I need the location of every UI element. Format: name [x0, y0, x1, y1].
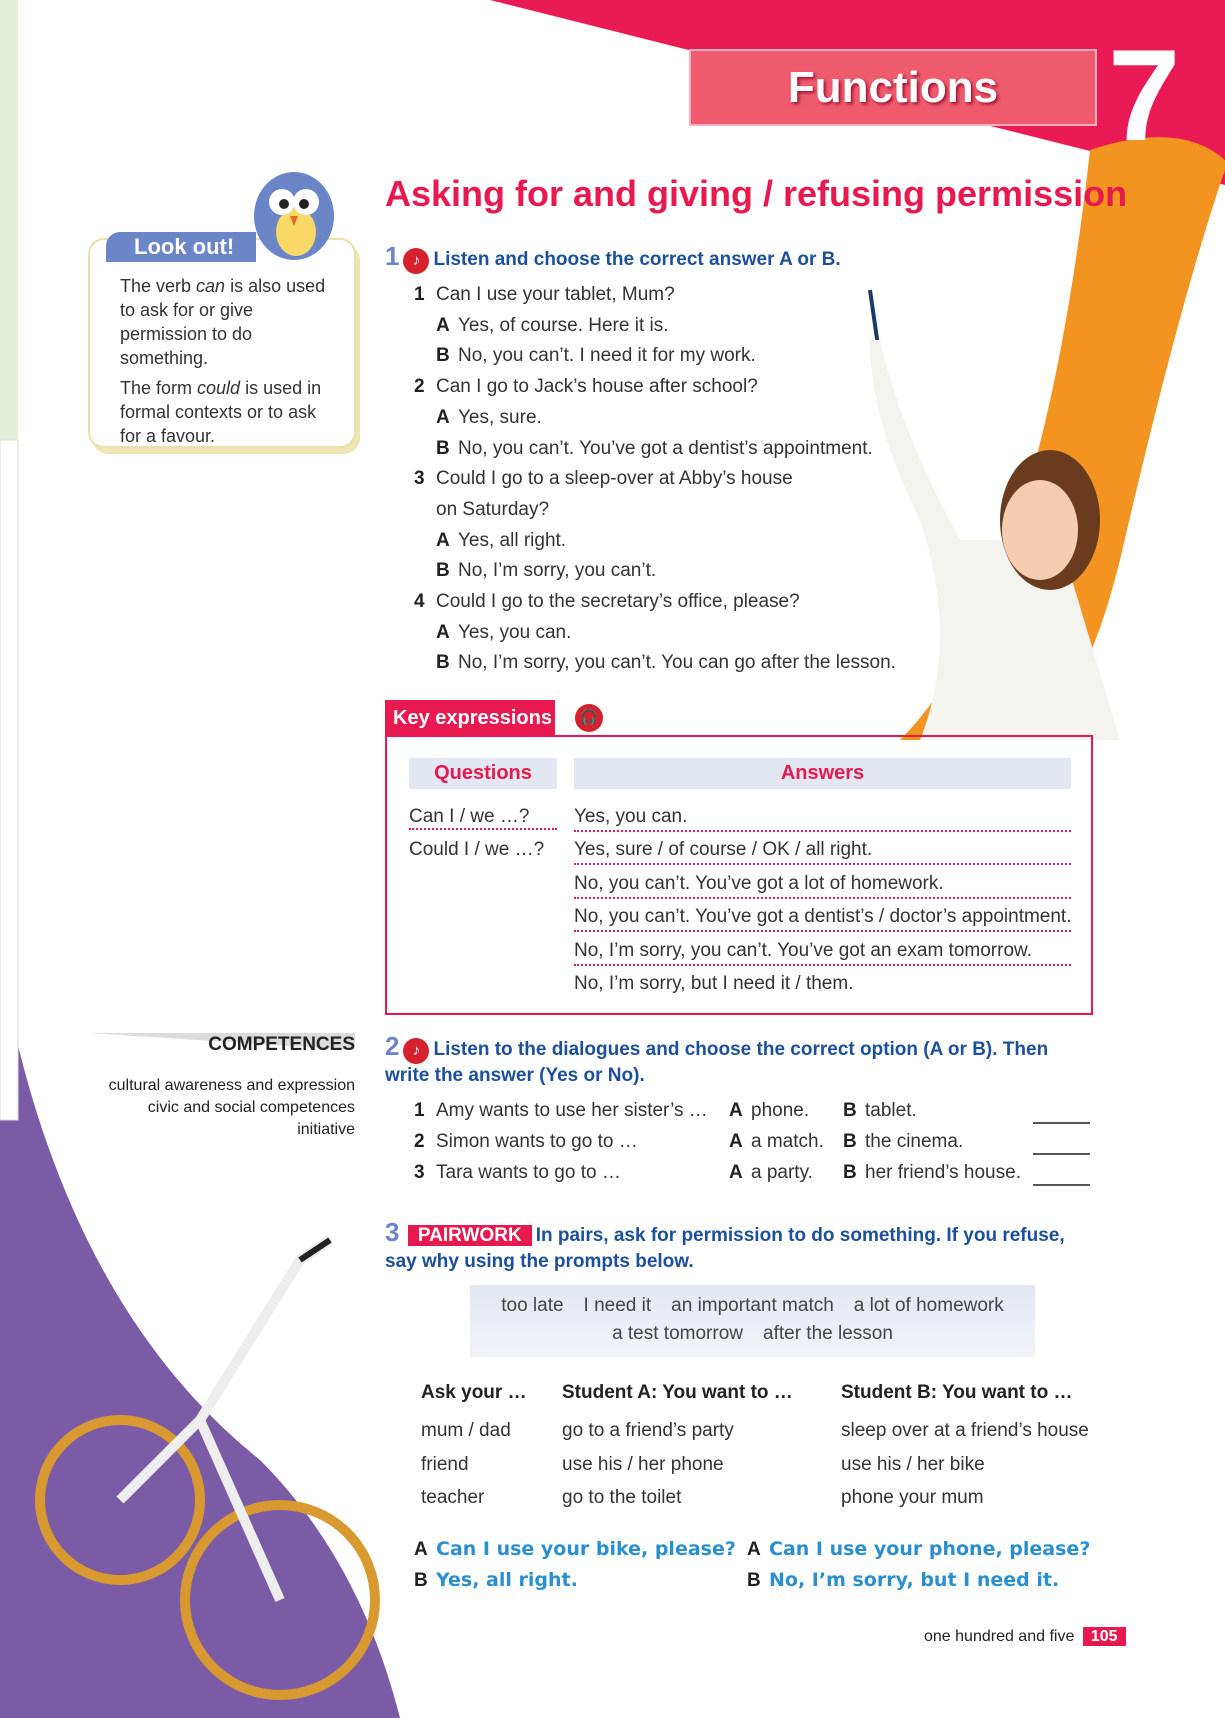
competence-item: civic and social competences — [147, 1099, 355, 1116]
table-header: Student A: You want to … — [562, 1382, 793, 1403]
page-number-text: one hundred and five — [924, 1628, 1075, 1645]
table-header: Student B: You want to … — [841, 1382, 1073, 1403]
table-cell: go to the toilet — [562, 1487, 682, 1508]
prompt: an important match — [671, 1295, 834, 1316]
ex2-option-a[interactable]: A a party. — [729, 1162, 813, 1183]
headphones-icon[interactable]: 🎧 — [575, 704, 603, 732]
example-line-a: A Can I use your phone, please? — [747, 1538, 1091, 1560]
prompt: a lot of homework — [853, 1295, 1004, 1316]
answer-expression: No, I’m sorry, but I need it / them. — [574, 973, 854, 994]
question-item: 4 Could I go to the secretary’s office, please? — [414, 591, 800, 612]
look-out-label: Look out! — [106, 232, 256, 262]
functions-banner — [689, 49, 1097, 126]
answer-expression: No, you can’t. You’ve got a dentist’s / doctor’s appointment. — [574, 906, 1071, 932]
competences-title: COMPETENCES — [208, 1034, 355, 1055]
table-cell: mum / dad — [421, 1420, 511, 1441]
key-expressions-tab: Key expressions — [385, 700, 555, 736]
answer-blank[interactable] — [1033, 1153, 1090, 1155]
ex2-item: 2 Simon wants to go to … — [414, 1131, 638, 1152]
look-out-text-2: The form could is used in formal contexts or to ask for a favour. — [120, 378, 322, 446]
ex2-option-a[interactable]: A a match. — [729, 1131, 824, 1152]
question-item: 2 Can I go to Jack’s house after school? — [414, 376, 758, 398]
ex2-item: 3 Tara wants to go to … — [414, 1162, 621, 1183]
answer-expression: Yes, you can. — [574, 806, 1071, 832]
option-a[interactable]: A Yes, of course. Here it is. — [436, 314, 669, 336]
example-line-a: A Can I use your bike, please? — [414, 1538, 736, 1560]
prompts-line-2 — [470, 1320, 1035, 1348]
table-cell: teacher — [421, 1487, 485, 1508]
option-b[interactable]: B No, you can’t. You’ve got a dentist’s appointment. — [436, 437, 873, 459]
ex2-item: 1 Amy wants to use her sister’s … — [414, 1100, 708, 1121]
look-out-text-1: The verb can is also used to ask for or give permission to do something. — [120, 276, 326, 368]
table-cell: sleep over at a friend’s house — [841, 1420, 1089, 1441]
table-cell: use his / her bike — [841, 1453, 985, 1475]
competence-item: cultural awareness and expression — [108, 1077, 355, 1094]
questions-header: Questions — [409, 758, 557, 789]
answer-blank[interactable] — [1033, 1184, 1090, 1186]
prompt: too late — [501, 1295, 564, 1316]
unit-number: 7 — [1108, 22, 1181, 168]
section-label: Functions — [787, 63, 999, 112]
question-item-continued: on Saturday? — [436, 498, 550, 520]
owl-icon — [244, 166, 342, 262]
audio-icon[interactable]: ♪ — [403, 248, 429, 274]
competence-item: initiative — [297, 1121, 355, 1138]
table-cell: friend — [421, 1453, 469, 1475]
pairwork-badge: PAIRWORK — [408, 1225, 532, 1246]
answer-expression: Yes, sure / of course / OK / all right. — [574, 839, 1071, 865]
table-cell: phone your mum — [841, 1487, 984, 1508]
prompts-box — [470, 1285, 1035, 1357]
prompt: a test tomorrow — [612, 1323, 743, 1344]
example-line-b: B Yes, all right. — [414, 1569, 578, 1591]
question-item: 1 Can I use your tablet, Mum? — [414, 284, 675, 305]
option-a[interactable]: A Yes, sure. — [436, 406, 542, 428]
option-a[interactable]: A Yes, you can. — [436, 621, 572, 643]
example-line-b: B No, I’m sorry, but I need it. — [747, 1569, 1060, 1591]
question-expression: Could I / we …? — [409, 839, 545, 860]
table-header: Ask your … — [421, 1382, 527, 1403]
purple-swoosh — [0, 960, 400, 1718]
option-b[interactable]: B No, I’m sorry, you can’t. You can go after the lesson. — [436, 652, 896, 674]
audio-icon[interactable]: ♪ — [403, 1038, 429, 1064]
exercise-2-header: 2 ♪ Listen to the dialogues and choose the correct option (A or B). Then write the answer (Yes or No). — [385, 1031, 1049, 1086]
answers-header: Answers — [574, 758, 1071, 789]
ex2-option-b[interactable]: B her friend’s house. — [843, 1162, 1021, 1183]
exercise-1-instruction: Listen and choose the correct answer A or B. — [433, 249, 841, 270]
exercise-1-header: 1 ♪ Listen and choose the correct answer A or B. — [385, 241, 841, 274]
page-footer — [924, 1628, 1126, 1646]
question-expression: Can I / we …? — [409, 806, 557, 830]
option-a[interactable]: A Yes, all right. — [436, 529, 567, 551]
question-item: 3 Could I go to a sleep-over at Abby’s house — [414, 468, 793, 490]
option-b[interactable]: B No, I’m sorry, you can’t. — [436, 560, 657, 582]
prompt: after the lesson — [763, 1323, 893, 1344]
option-b[interactable]: B No, you can’t. I need it for my work. — [436, 345, 756, 367]
ex2-option-a[interactable]: A phone. — [729, 1100, 810, 1121]
answer-expression: No, you can’t. You’ve got a lot of homework. — [574, 873, 1071, 899]
table-cell: use his / her phone — [562, 1453, 724, 1475]
page-title: Asking for and giving / refusing permission — [385, 173, 1128, 214]
table-cell: go to a friend’s party — [562, 1420, 734, 1441]
ex2-option-b[interactable]: B tablet. — [843, 1100, 917, 1121]
exercise-3-header: 3 PAIRWORK In pairs, ask for permission to do something. If you refuse, say why using the prompts below. — [385, 1217, 1065, 1272]
prompt: I need it — [583, 1295, 652, 1316]
exercise-3-instruction: In pairs, ask for permission to do something. If you refuse, say why using the prompts below. — [385, 1225, 1065, 1272]
ex2-option-b[interactable]: B the cinema. — [843, 1131, 964, 1152]
look-out-box — [88, 238, 356, 448]
answer-expression: No, I’m sorry, you can’t. You’ve got an exam tomorrow. — [574, 940, 1071, 966]
page-number: 105 — [1083, 1627, 1126, 1646]
answer-blank[interactable] — [1033, 1122, 1090, 1124]
exercise-2-instruction: Listen to the dialogues and choose the correct option (A or B). Then write the answer (Yes or No). — [385, 1039, 1049, 1086]
prompts-line-1 — [470, 1292, 1035, 1320]
